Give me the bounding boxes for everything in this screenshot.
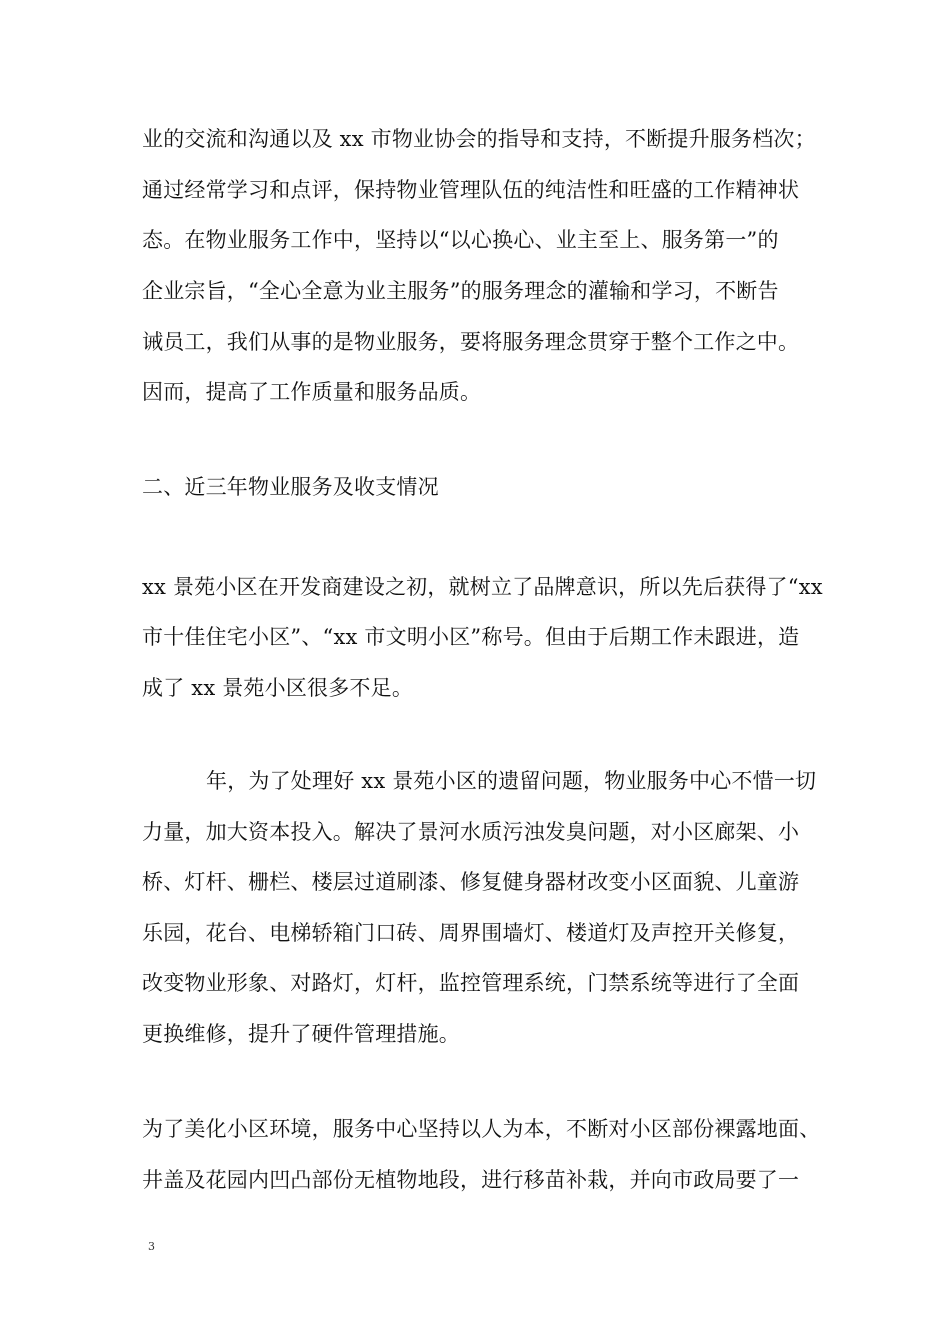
paragraph-3-line-4: 乐园，花台、电梯轿箱门口砖、周界围墙灯、楼道灯及声控开关修复，	[142, 921, 800, 945]
paragraph-3-line-2: 力量，加大资本投入。解决了景河水质污浊发臭问题，对小区廊架、小	[142, 820, 800, 844]
paragraph-1-line-6: 因而，提高了工作质量和服务品质。	[142, 380, 482, 404]
paragraph-3-line-6: 更换维修，提升了硬件管理措施。	[142, 1022, 460, 1046]
paragraph-1-line-2: 通过经常学习和点评，保持物业管理队伍的纯洁性和旺盛的工作精神状	[142, 178, 800, 202]
paragraph-1-line-4: 企业宗旨，“全心全意为业主服务”的服务理念的灌输和学习，不断告	[142, 279, 779, 303]
paragraph-3-line-1: 年，为了处理好 xx 景苑小区的遗留问题，物业服务中心不惜一切	[206, 769, 817, 793]
page-number: 3	[148, 1240, 155, 1253]
paragraph-1-line-1: 业的交流和沟通以及 xx 市物业协会的指导和支持，不断提升服务档次；	[142, 127, 816, 151]
paragraph-3-line-3: 桥、灯杆、栅栏、楼层过道刷漆、修复健身器材改变小区面貌、儿童游	[142, 870, 800, 894]
paragraph-2-line-2: 市十佳住宅小区”、“xx 市文明小区”称号。但由于后期工作未跟进，造	[142, 625, 800, 649]
paragraph-1-line-3: 态。在物业服务工作中，坚持以“以心换心、业主至上、服务第一”的	[142, 228, 779, 252]
section-heading: 二、近三年物业服务及收支情况	[142, 475, 439, 499]
paragraph-2-line-1: xx 景苑小区在开发商建设之初，就树立了品牌意识，所以先后获得了“xx	[142, 575, 823, 599]
paragraph-4-line-1: 为了美化小区环境，服务中心坚持以人为本，不断对小区部份裸露地面、	[142, 1117, 821, 1141]
paragraph-4-line-2: 井盖及花园内凹凸部份无植物地段，进行移苗补栽，并向市政局要了一	[142, 1168, 800, 1192]
paragraph-1-line-5: 诫员工，我们从事的是物业服务，要将服务理念贯穿于整个工作之中。	[142, 330, 800, 354]
paragraph-2-line-3: 成了 xx 景苑小区很多不足。	[142, 676, 414, 700]
paragraph-3-line-5: 改变物业形象、对路灯，灯杆，监控管理系统，门禁系统等进行了全面	[142, 971, 800, 995]
